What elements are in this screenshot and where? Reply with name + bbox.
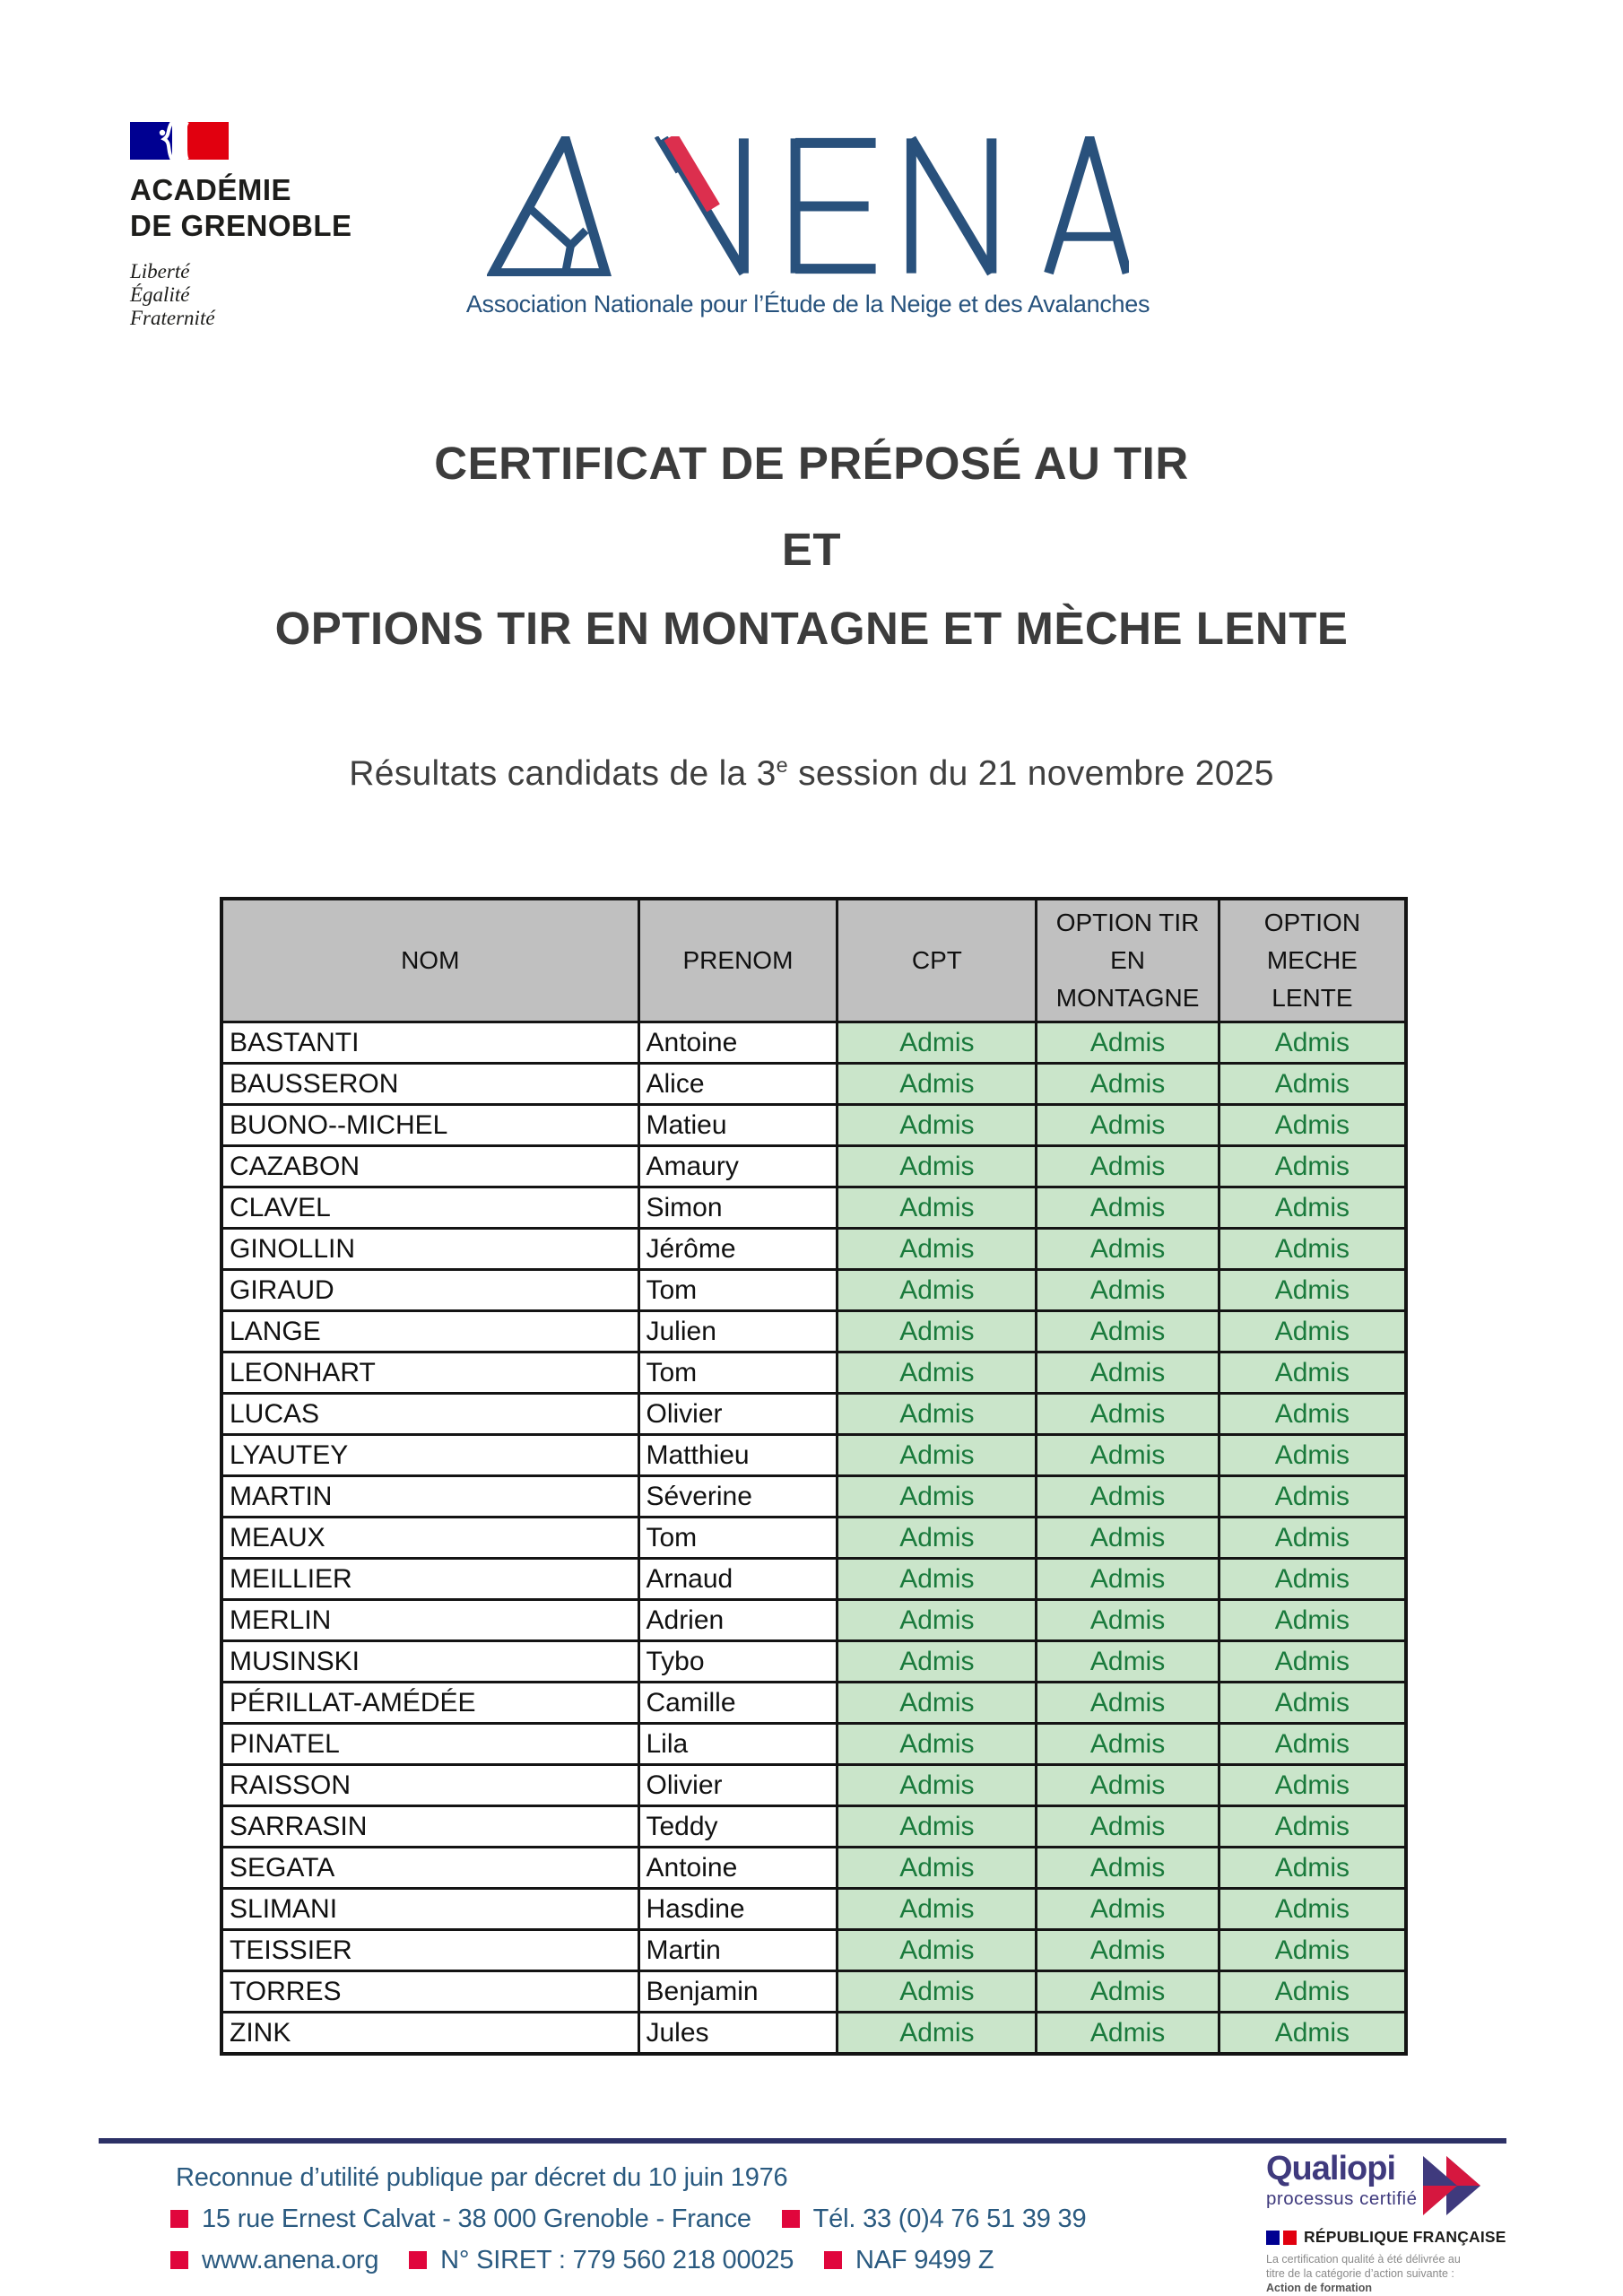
nom-cell: MEAUX	[221, 1518, 638, 1559]
option-meche-result-cell: Admis	[1219, 1518, 1406, 1559]
cpt-result-cell: Admis	[838, 1600, 1037, 1641]
table-row	[221, 1848, 1406, 1889]
prenom-cell: Matthieu	[638, 1435, 838, 1476]
table-row	[221, 1765, 1406, 1806]
cpt-result-cell: Admis	[838, 2013, 1037, 2055]
nom-cell: LEONHART	[221, 1352, 638, 1394]
option-tir-result-cell: Admis	[1037, 1641, 1219, 1683]
prenom-cell: Arnaud	[638, 1559, 838, 1600]
table-row	[221, 1971, 1406, 2013]
nom-cell: CAZABON	[221, 1146, 638, 1187]
cpt-result-cell: Admis	[838, 1683, 1037, 1724]
footer-contact-block	[170, 2163, 1109, 2287]
cpt-result-cell: Admis	[838, 1187, 1037, 1229]
motto-fraternite: Fraternité	[130, 307, 215, 329]
cpt-result-cell: Admis	[838, 1971, 1037, 2013]
marianne-flag-icon	[130, 122, 229, 160]
table-row	[221, 1146, 1406, 1187]
option-meche-result-cell: Admis	[1219, 1435, 1406, 1476]
option-tir-result-cell: Admis	[1037, 1064, 1219, 1105]
prenom-cell: Tom	[638, 1270, 838, 1311]
qualiopi-wordmark: Qualiopi	[1266, 2150, 1395, 2187]
cpt-result-cell: Admis	[838, 1394, 1037, 1435]
table-row	[221, 1889, 1406, 1930]
nom-cell: MERLIN	[221, 1600, 638, 1641]
table-row	[221, 1724, 1406, 1765]
anena-tagline: Association Nationale pour l’Étude de la Neige et des Avalanches	[465, 291, 1150, 317]
table-row	[221, 1476, 1406, 1518]
prenom-cell: Séverine	[638, 1476, 838, 1518]
option-tir-result-cell: Admis	[1037, 1724, 1219, 1765]
option-meche-result-cell: Admis	[1219, 1394, 1406, 1435]
anena-logo-block	[421, 136, 1194, 318]
table-row	[221, 1022, 1406, 1064]
table-row	[221, 1683, 1406, 1724]
footer-naf: NAF 9499 Z	[855, 2246, 994, 2274]
footer-recognition-line: Reconnue d’utilité publique par décret du 10 juin 1976	[176, 2163, 788, 2192]
motto-liberte: Liberté	[130, 260, 190, 283]
table-row	[221, 1270, 1406, 1311]
results-table-body	[221, 1022, 1406, 2055]
table-row	[221, 1105, 1406, 1146]
option-meche-result-cell: Admis	[1219, 1806, 1406, 1848]
option-tir-result-cell: Admis	[1037, 1311, 1219, 1352]
nom-cell: RAISSON	[221, 1765, 638, 1806]
option-meche-result-cell: Admis	[1219, 1848, 1406, 1889]
option-tir-result-cell: Admis	[1037, 1105, 1219, 1146]
prenom-cell: Camille	[638, 1683, 838, 1724]
option-tir-result-cell: Admis	[1037, 1518, 1219, 1559]
option-tir-result-cell: Admis	[1037, 1930, 1219, 1971]
motto-egalite: Égalité	[130, 283, 190, 306]
option-tir-result-cell: Admis	[1037, 1352, 1219, 1394]
prenom-cell: Julien	[638, 1311, 838, 1352]
option-tir-result-cell: Admis	[1037, 1806, 1219, 1848]
cpt-result-cell: Admis	[838, 1435, 1037, 1476]
option-tir-result-cell: Admis	[1037, 1146, 1219, 1187]
prenom-cell: Benjamin	[638, 1971, 838, 2013]
nom-cell: PINATEL	[221, 1724, 638, 1765]
academie-name	[130, 172, 426, 244]
prenom-cell: Alice	[638, 1064, 838, 1105]
option-tir-result-cell: Admis	[1037, 1187, 1219, 1229]
nom-cell: GINOLLIN	[221, 1229, 638, 1270]
prenom-cell: Jérôme	[638, 1229, 838, 1270]
cpt-result-cell: Admis	[838, 1930, 1037, 1971]
table-row	[221, 1229, 1406, 1270]
option-meche-result-cell: Admis	[1219, 1476, 1406, 1518]
results-table	[220, 897, 1408, 2056]
table-row	[221, 1518, 1406, 1559]
option-meche-result-cell: Admis	[1219, 1022, 1406, 1064]
prenom-cell: Simon	[638, 1187, 838, 1229]
qualiopi-certification-block	[1266, 2151, 1535, 2295]
table-row	[221, 1806, 1406, 1848]
option-meche-result-cell: Admis	[1219, 1971, 1406, 2013]
cpt-result-cell: Admis	[838, 1806, 1037, 1848]
prenom-cell: Adrien	[638, 1600, 838, 1641]
prenom-cell: Olivier	[638, 1765, 838, 1806]
column-header-nom: NOM	[221, 899, 638, 1022]
academie-name-line2: DE GRENOBLE	[130, 209, 352, 242]
qualiopi-logo	[1266, 2151, 1535, 2219]
red-square-bullet-icon	[409, 2251, 427, 2269]
title-line1: CERTIFICAT DE PRÉPOSÉ AU TIR	[434, 438, 1189, 489]
republique-francaise-label: RÉPUBLIQUE FRANÇAISE	[1304, 2228, 1506, 2246]
cpt-result-cell: Admis	[838, 1064, 1037, 1105]
nom-cell: MARTIN	[221, 1476, 638, 1518]
option-tir-result-cell: Admis	[1037, 1229, 1219, 1270]
prenom-cell: Tybo	[638, 1641, 838, 1683]
prenom-cell: Antoine	[638, 1848, 838, 1889]
cpt-result-cell: Admis	[838, 1022, 1037, 1064]
option-meche-result-cell: Admis	[1219, 1229, 1406, 1270]
nom-cell: GIRAUD	[221, 1270, 638, 1311]
nom-cell: LUCAS	[221, 1394, 638, 1435]
prenom-cell: Jules	[638, 2013, 838, 2055]
cert-action-type: Action de formation	[1266, 2282, 1373, 2294]
cpt-result-cell: Admis	[838, 1270, 1037, 1311]
nom-cell: ZINK	[221, 2013, 638, 2055]
option-tir-result-cell: Admis	[1037, 1889, 1219, 1930]
option-tir-result-cell: Admis	[1037, 1435, 1219, 1476]
cpt-result-cell: Admis	[838, 1352, 1037, 1394]
prenom-cell: Hasdine	[638, 1889, 838, 1930]
option-meche-result-cell: Admis	[1219, 1765, 1406, 1806]
prenom-cell: Matieu	[638, 1105, 838, 1146]
nom-cell: BUONO--MICHEL	[221, 1105, 638, 1146]
nom-cell: SLIMANI	[221, 1889, 638, 1930]
republique-francaise-row	[1266, 2228, 1535, 2247]
nom-cell: MUSINSKI	[221, 1641, 638, 1683]
option-meche-result-cell: Admis	[1219, 1683, 1406, 1724]
france-flag-icon	[1266, 2231, 1297, 2245]
option-tir-result-cell: Admis	[1037, 1476, 1219, 1518]
nom-cell: BASTANTI	[221, 1022, 638, 1064]
option-tir-result-cell: Admis	[1037, 1022, 1219, 1064]
cpt-result-cell: Admis	[838, 1848, 1037, 1889]
table-row	[221, 1600, 1406, 1641]
nom-cell: CLAVEL	[221, 1187, 638, 1229]
prenom-cell: Tom	[638, 1352, 838, 1394]
results-table-header	[221, 899, 1406, 1022]
option-tir-result-cell: Admis	[1037, 1971, 1219, 2013]
prenom-cell: Martin	[638, 1930, 838, 1971]
prenom-cell: Olivier	[638, 1394, 838, 1435]
cpt-result-cell: Admis	[838, 1105, 1037, 1146]
cpt-result-cell: Admis	[838, 1311, 1037, 1352]
cpt-result-cell: Admis	[838, 1476, 1037, 1518]
prenom-cell: Teddy	[638, 1806, 838, 1848]
subtitle-superscript: e	[776, 753, 788, 777]
option-meche-result-cell: Admis	[1219, 1559, 1406, 1600]
cpt-result-cell: Admis	[838, 1889, 1037, 1930]
footer-website-link[interactable]: www.anena.org	[202, 2246, 379, 2274]
table-row	[221, 1394, 1406, 1435]
subtitle-suffix: session du 21 novembre 2025	[787, 754, 1274, 793]
table-row	[221, 1064, 1406, 1105]
title-line2: ET	[781, 524, 842, 575]
red-square-bullet-icon	[170, 2210, 188, 2228]
option-tir-result-cell: Admis	[1037, 1394, 1219, 1435]
nom-cell: LYAUTEY	[221, 1435, 638, 1476]
option-meche-result-cell: Admis	[1219, 1641, 1406, 1683]
footer-address-line	[170, 2205, 1109, 2234]
cpt-result-cell: Admis	[838, 1724, 1037, 1765]
table-row	[221, 1559, 1406, 1600]
footer-siret: N° SIRET : 779 560 218 00025	[440, 2246, 794, 2274]
option-meche-result-cell: Admis	[1219, 1600, 1406, 1641]
republic-motto	[130, 260, 426, 330]
table-row	[221, 2013, 1406, 2055]
title-line3: OPTIONS TIR EN MONTAGNE ET MÈCHE LENTE	[274, 603, 1349, 654]
red-square-bullet-icon	[824, 2251, 842, 2269]
footer-divider	[99, 2138, 1506, 2144]
footer-ids-line	[170, 2246, 1109, 2275]
option-tir-result-cell: Admis	[1037, 1765, 1219, 1806]
column-header-cpt: CPT	[838, 899, 1037, 1022]
option-meche-result-cell: Admis	[1219, 1311, 1406, 1352]
qualiopi-subtitle: processus certifié	[1266, 2188, 1418, 2209]
nom-cell: BAUSSERON	[221, 1064, 638, 1105]
option-meche-result-cell: Admis	[1219, 1146, 1406, 1187]
option-meche-result-cell: Admis	[1219, 1105, 1406, 1146]
option-tir-result-cell: Admis	[1037, 1683, 1219, 1724]
table-row	[221, 1311, 1406, 1352]
prenom-cell: Tom	[638, 1518, 838, 1559]
option-meche-result-cell: Admis	[1219, 1352, 1406, 1394]
option-tir-result-cell: Admis	[1037, 1600, 1219, 1641]
option-meche-result-cell: Admis	[1219, 2013, 1406, 2055]
option-tir-result-cell: Admis	[1037, 1559, 1219, 1600]
footer-address: 15 rue Ernest Calvat - 38 000 Grenoble - France	[202, 2205, 751, 2233]
option-meche-result-cell: Admis	[1219, 1930, 1406, 1971]
cert-line2: titre de la catégorie d’action suivante :	[1266, 2267, 1454, 2280]
option-tir-result-cell: Admis	[1037, 2013, 1219, 2055]
header-row	[221, 899, 1406, 1022]
cpt-result-cell: Admis	[838, 1765, 1037, 1806]
table-row	[221, 1187, 1406, 1229]
anena-logo	[487, 136, 1129, 276]
option-meche-result-cell: Admis	[1219, 1270, 1406, 1311]
option-meche-result-cell: Admis	[1219, 1889, 1406, 1930]
option-tir-result-cell: Admis	[1037, 1848, 1219, 1889]
option-tir-result-cell: Admis	[1037, 1270, 1219, 1311]
red-square-bullet-icon	[782, 2210, 800, 2228]
column-header-option-meche: OPTION MECHE LENTE	[1219, 899, 1406, 1022]
option-meche-result-cell: Admis	[1219, 1187, 1406, 1229]
footer-phone: Tél. 33 (0)4 76 51 39 39	[812, 2205, 1087, 2233]
nom-cell: SARRASIN	[221, 1806, 638, 1848]
cpt-result-cell: Admis	[838, 1518, 1037, 1559]
table-row	[221, 1930, 1406, 1971]
table-row	[221, 1641, 1406, 1683]
prenom-cell: Antoine	[638, 1022, 838, 1064]
prenom-cell: Lila	[638, 1724, 838, 1765]
nom-cell: LANGE	[221, 1311, 638, 1352]
column-header-option-tir: OPTION TIR EN MONTAGNE	[1037, 899, 1219, 1022]
red-square-bullet-icon	[170, 2251, 188, 2269]
option-meche-result-cell: Admis	[1219, 1064, 1406, 1105]
session-subtitle	[0, 753, 1623, 794]
table-row	[221, 1352, 1406, 1394]
subtitle-prefix: Résultats candidats de la 3	[349, 754, 777, 793]
nom-cell: MEILLIER	[221, 1559, 638, 1600]
academie-grenoble-logo	[130, 122, 426, 330]
table-row	[221, 1435, 1406, 1476]
cpt-result-cell: Admis	[838, 1229, 1037, 1270]
prenom-cell: Amaury	[638, 1146, 838, 1187]
nom-cell: PÉRILLAT-AMÉDÉE	[221, 1683, 638, 1724]
nom-cell: TORRES	[221, 1971, 638, 2013]
cert-line1: La certification qualité à été délivrée au	[1266, 2253, 1461, 2266]
cpt-result-cell: Admis	[838, 1146, 1037, 1187]
academie-name-line1: ACADÉMIE	[130, 173, 292, 206]
column-header-prenom: PRENOM	[638, 899, 838, 1022]
cpt-result-cell: Admis	[838, 1559, 1037, 1600]
nom-cell: SEGATA	[221, 1848, 638, 1889]
cpt-result-cell: Admis	[838, 1641, 1037, 1683]
qualiopi-arrows-icon	[1423, 2152, 1488, 2219]
certification-fine-print	[1266, 2252, 1535, 2295]
option-meche-result-cell: Admis	[1219, 1724, 1406, 1765]
nom-cell: TEISSIER	[221, 1930, 638, 1971]
